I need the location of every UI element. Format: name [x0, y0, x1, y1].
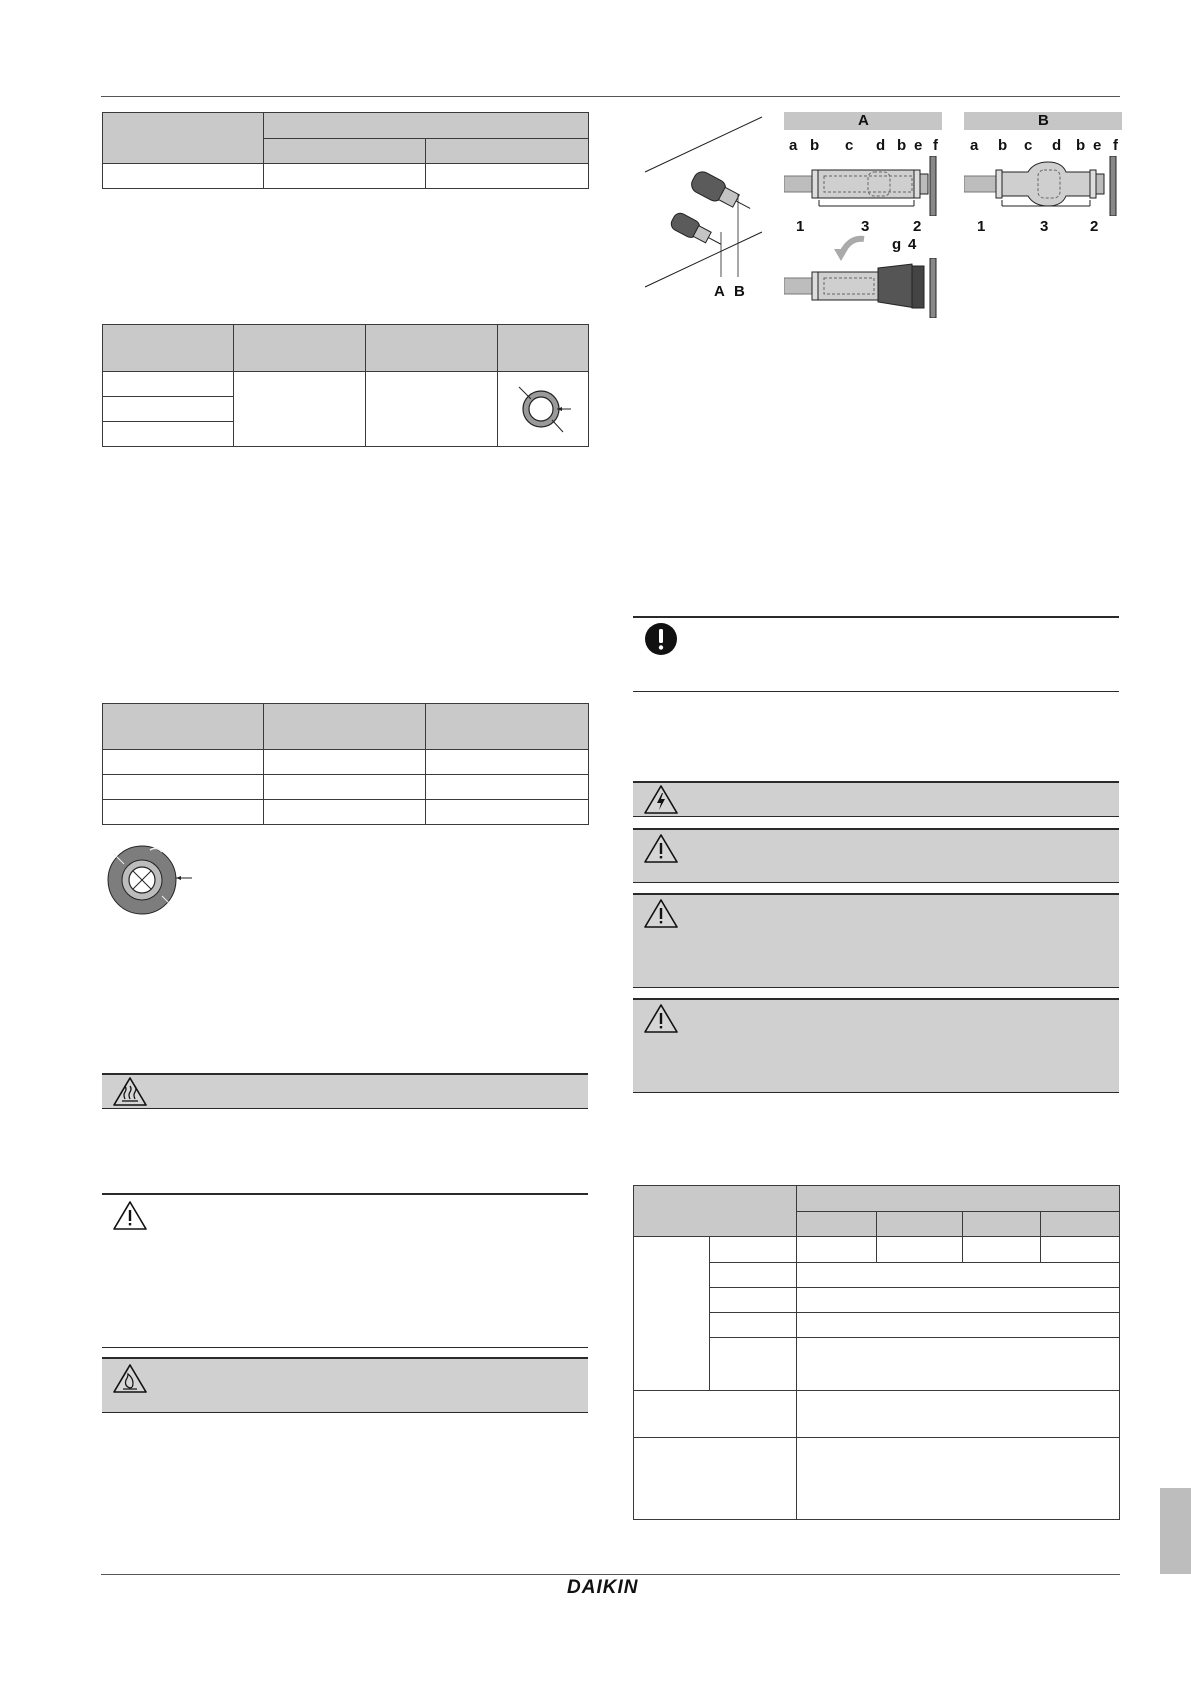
footer-rule: [101, 1574, 1120, 1575]
note-bottom-rule: [102, 1108, 588, 1110]
table-3-cell: [103, 750, 264, 775]
caution-triangle-icon: [644, 834, 678, 863]
pipe-cross-section-icon: [505, 376, 581, 440]
panel-b-number: 2: [1090, 218, 1099, 235]
panel-b-letter: c: [1024, 137, 1033, 154]
insulated-pipe-illustration: [104, 842, 200, 918]
table-4-header-cell: [797, 1186, 1120, 1212]
table-2-cell: [103, 372, 234, 397]
bottom-letter-4: 4: [908, 236, 917, 253]
note-top-rule: [102, 1357, 588, 1359]
note-top-rule: [633, 828, 1119, 830]
panel-b-letter: a: [970, 137, 979, 154]
table-2-cell: [103, 397, 234, 422]
panel-b-letter: b: [998, 137, 1008, 154]
table-2: [102, 324, 589, 447]
table-3-cell: [264, 775, 426, 800]
table-1-cell: [426, 164, 589, 189]
panel-a-taped-drawing: [784, 258, 944, 318]
table-4-subheader-cell: [963, 1212, 1041, 1237]
side-tab: [1160, 1488, 1191, 1574]
note-bottom-rule: [633, 691, 1119, 693]
panel-a-number: 1: [796, 218, 805, 235]
pipe-end-label-b: B: [734, 283, 745, 300]
table-4-cell: [634, 1391, 797, 1438]
notice-exclamation-icon: [644, 622, 678, 656]
table-2-cell: [366, 372, 498, 447]
table-1-subheader-cell: [426, 139, 589, 164]
flammable-note: [102, 1357, 588, 1413]
table-1: [102, 112, 589, 189]
note-top-rule: [633, 616, 1119, 618]
caution-note-2: [633, 893, 1119, 988]
note-bottom-rule: [633, 987, 1119, 989]
table-2-cell: [234, 372, 366, 447]
table-4-subheader-cell: [877, 1212, 963, 1237]
table-3-header-cell: [103, 704, 264, 750]
table-1-cell: [264, 164, 426, 189]
table-3-cell: [103, 800, 264, 825]
panel-a-letter: b: [810, 137, 820, 154]
caution-triangle-icon: [113, 1201, 147, 1230]
table-3: [102, 703, 589, 825]
note-bottom-rule: [633, 882, 1119, 884]
panel-a-letter: b: [897, 137, 907, 154]
panel-a-letter: d: [876, 137, 886, 154]
note-top-rule: [633, 893, 1119, 895]
table-2-header-cell: [234, 325, 366, 372]
table-4-cell: [797, 1237, 877, 1263]
table-2-cell: [498, 372, 589, 447]
table-3-header-cell: [264, 704, 426, 750]
table-4-header-cell: [634, 1186, 797, 1237]
caution-triangle-icon: [644, 1004, 678, 1033]
header-rule: [101, 96, 1120, 97]
pipe-ends-illustration: [640, 112, 765, 307]
note-bottom-rule: [633, 816, 1119, 818]
table-4-cell: [1041, 1237, 1120, 1263]
note-top-rule: [633, 998, 1119, 1000]
table-2-header-cell: [103, 325, 234, 372]
table-2-header-cell: [498, 325, 589, 372]
panel-b-letter: d: [1052, 137, 1062, 154]
table-3-cell: [103, 775, 264, 800]
caution-triangle-icon: [644, 899, 678, 928]
table-4-cell: [710, 1288, 797, 1313]
panel-b-number: 3: [1040, 218, 1049, 235]
table-4-cell: [797, 1313, 1120, 1338]
caution-note-3: [633, 998, 1119, 1093]
table-1-header-cell: [103, 113, 264, 164]
electric-shock-warning-icon: [644, 785, 678, 814]
table-4-cell: [797, 1288, 1120, 1313]
panel-a-letter: c: [845, 137, 854, 154]
table-4-cell: [963, 1237, 1041, 1263]
panel-a-title: A: [858, 112, 869, 129]
notice-note: [633, 616, 1119, 692]
pipe-end-label-a: A: [714, 283, 725, 300]
table-3-cell: [264, 800, 426, 825]
hot-surface-warning-icon: [113, 1077, 147, 1106]
table-4-cell: [710, 1237, 797, 1263]
table-4-cell: [797, 1438, 1120, 1520]
panel-a-letter: f: [933, 137, 938, 154]
panel-a-number: 2: [913, 218, 922, 235]
note-bottom-rule: [633, 1092, 1119, 1094]
caution-note: [102, 1193, 588, 1348]
table-4-cell: [710, 1313, 797, 1338]
panel-a-number: 3: [861, 218, 870, 235]
panel-b-number: 1: [977, 218, 986, 235]
table-4-cell: [710, 1263, 797, 1288]
note-bottom-rule: [102, 1412, 588, 1414]
caution-note-1: [633, 828, 1119, 883]
electric-shock-note: [633, 781, 1119, 817]
flammable-warning-icon: [113, 1364, 147, 1393]
table-4-cell: [797, 1338, 1120, 1391]
table-3-cell: [426, 750, 589, 775]
daikin-logo: DAIKIN: [567, 1577, 639, 1598]
table-4-cell: [710, 1338, 797, 1391]
bottom-letter-g: g: [892, 236, 902, 253]
note-top-rule: [102, 1193, 588, 1195]
panel-b-letter: b: [1076, 137, 1086, 154]
panel-a-letter: a: [789, 137, 798, 154]
table-4-cell: [797, 1391, 1120, 1438]
table-4-cell: [634, 1438, 797, 1520]
table-4: [633, 1185, 1120, 1520]
note-bottom-rule: [102, 1347, 588, 1349]
table-2-header-cell: [366, 325, 498, 372]
table-2-cell: [103, 422, 234, 447]
panel-b-insulation-drawing: [964, 156, 1124, 216]
panel-a-letter: e: [914, 137, 923, 154]
panel-b-letter: e: [1093, 137, 1102, 154]
table-1-subheader-cell: [264, 139, 426, 164]
note-top-rule: [102, 1073, 588, 1075]
panel-a-insulation-drawing: [784, 156, 944, 216]
panel-b-letter: f: [1113, 137, 1118, 154]
table-4-cell: [797, 1263, 1120, 1288]
table-1-header-cell: [264, 113, 589, 139]
note-top-rule: [633, 781, 1119, 783]
table-3-header-cell: [426, 704, 589, 750]
table-3-cell: [426, 775, 589, 800]
table-4-subheader-cell: [797, 1212, 877, 1237]
table-4-cell: [877, 1237, 963, 1263]
table-1-cell: [103, 164, 264, 189]
table-3-cell: [264, 750, 426, 775]
table-3-cell: [426, 800, 589, 825]
hot-surface-note: [102, 1073, 588, 1109]
table-4-cell: [634, 1237, 710, 1391]
table-4-subheader-cell: [1041, 1212, 1120, 1237]
panel-b-title: B: [1038, 112, 1049, 129]
